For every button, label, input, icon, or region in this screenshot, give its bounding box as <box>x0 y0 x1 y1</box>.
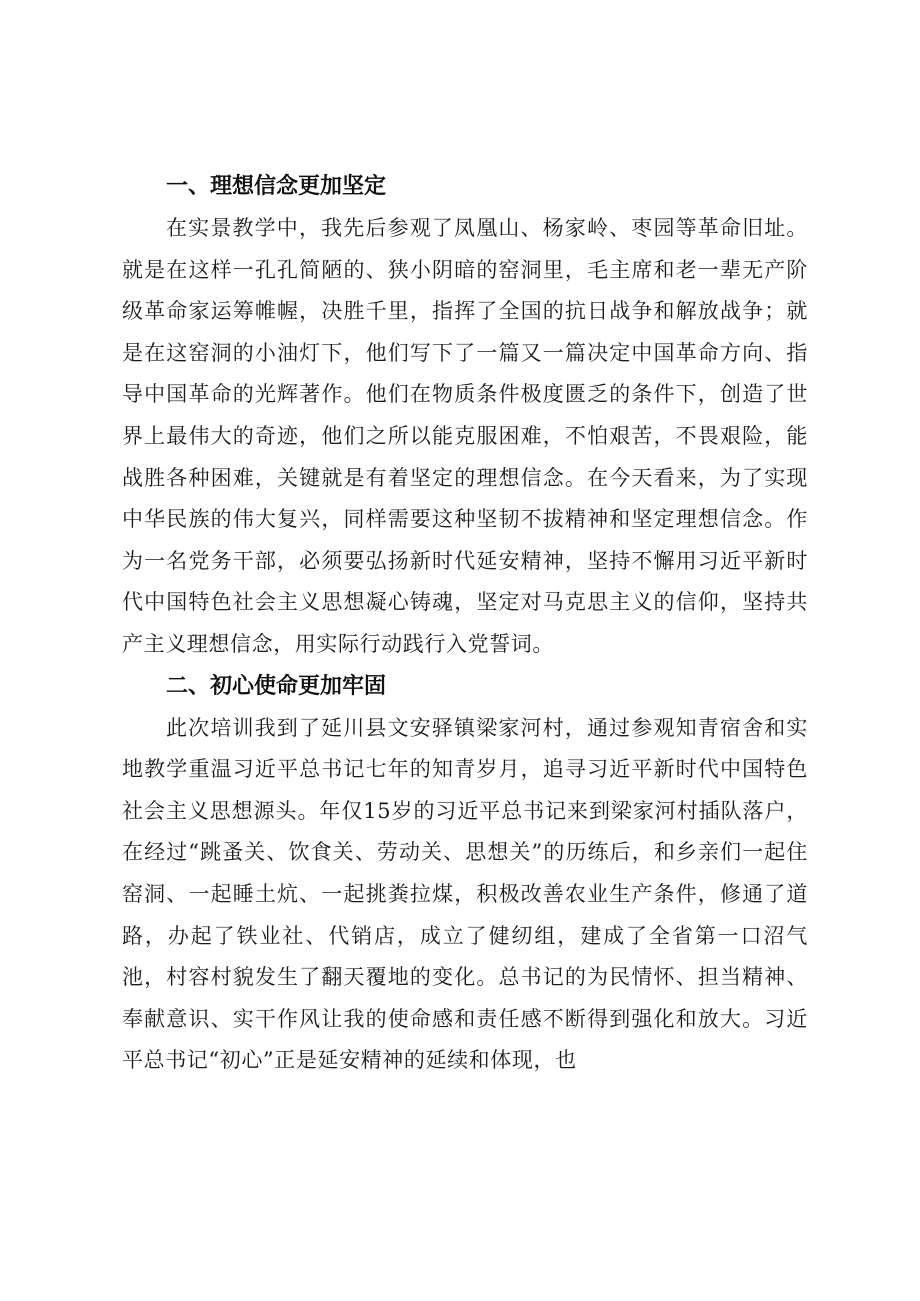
section-paragraph-ideals: 在实景教学中，我先后参观了凤凰山、杨家岭、枣园等革命旧址。就是在这样一孔孔简陋的、狭小阴暗的窑洞里，毛主席和老一辈无产阶级革命家运筹帷幄，决胜千里，指挥了全国的抗日战争和解放战争；就是在这窑洞的小油灯下，他们写下了一篇又一篇决定中国革命方向、指导中国革命的光辉著作。他们在物质条件极度匮乏的条件下，创造了世界上最伟大的奇迹，他们之所以能克服困难，不怕艰苦，不畏艰险，能战胜各种困难，关键就是有着坚定的理想信念。在今天看来，为了实现中华民族的伟大复兴，同样需要这种坚韧不拔精神和坚定理想信念。作为一名党务干部，必须要弘扬新时代延安精神，坚持不懈用习近平新时代中国特色社会主义思想凝心铸魂，坚定对马克思主义的信仰，坚持共产主义理想信念，用实际行动践行入党誓词。 <box>122 216 808 656</box>
section-heading-mission: 二、初心使命更加牢固 <box>166 673 387 699</box>
section-paragraph-mission: 此次培训我到了延川县文安驿镇梁家河村，通过参观知青宿舍和实地教学重温习近平总书记七年的知青岁月，追寻习近平新时代中国特色社会主义思想源头。年仅15岁的习近平总书记来到梁家河村插队落户，在经过“跳蚤关、饮食关、劳动关、思想关”的历练后，和乡亲们一起住窑洞、一起睡土炕、一起挑粪拉煤，积极改善农业生产条件，修通了道路，办起了铁业社、代销店，成立了健纫组，建成了全省第一口沼气池，村容村貌发生了翻天覆地的变化。总书记的为民情怀、担当精神、奉献意识、实干作风让我的使命感和责任感不断得到强化和放大。习近平总书记“初心”正是延安精神的延续和体现，也 <box>122 715 808 1073</box>
document-body <box>122 166 808 1082</box>
section-heading-ideals: 一、理想信念更加坚定 <box>166 174 387 199</box>
